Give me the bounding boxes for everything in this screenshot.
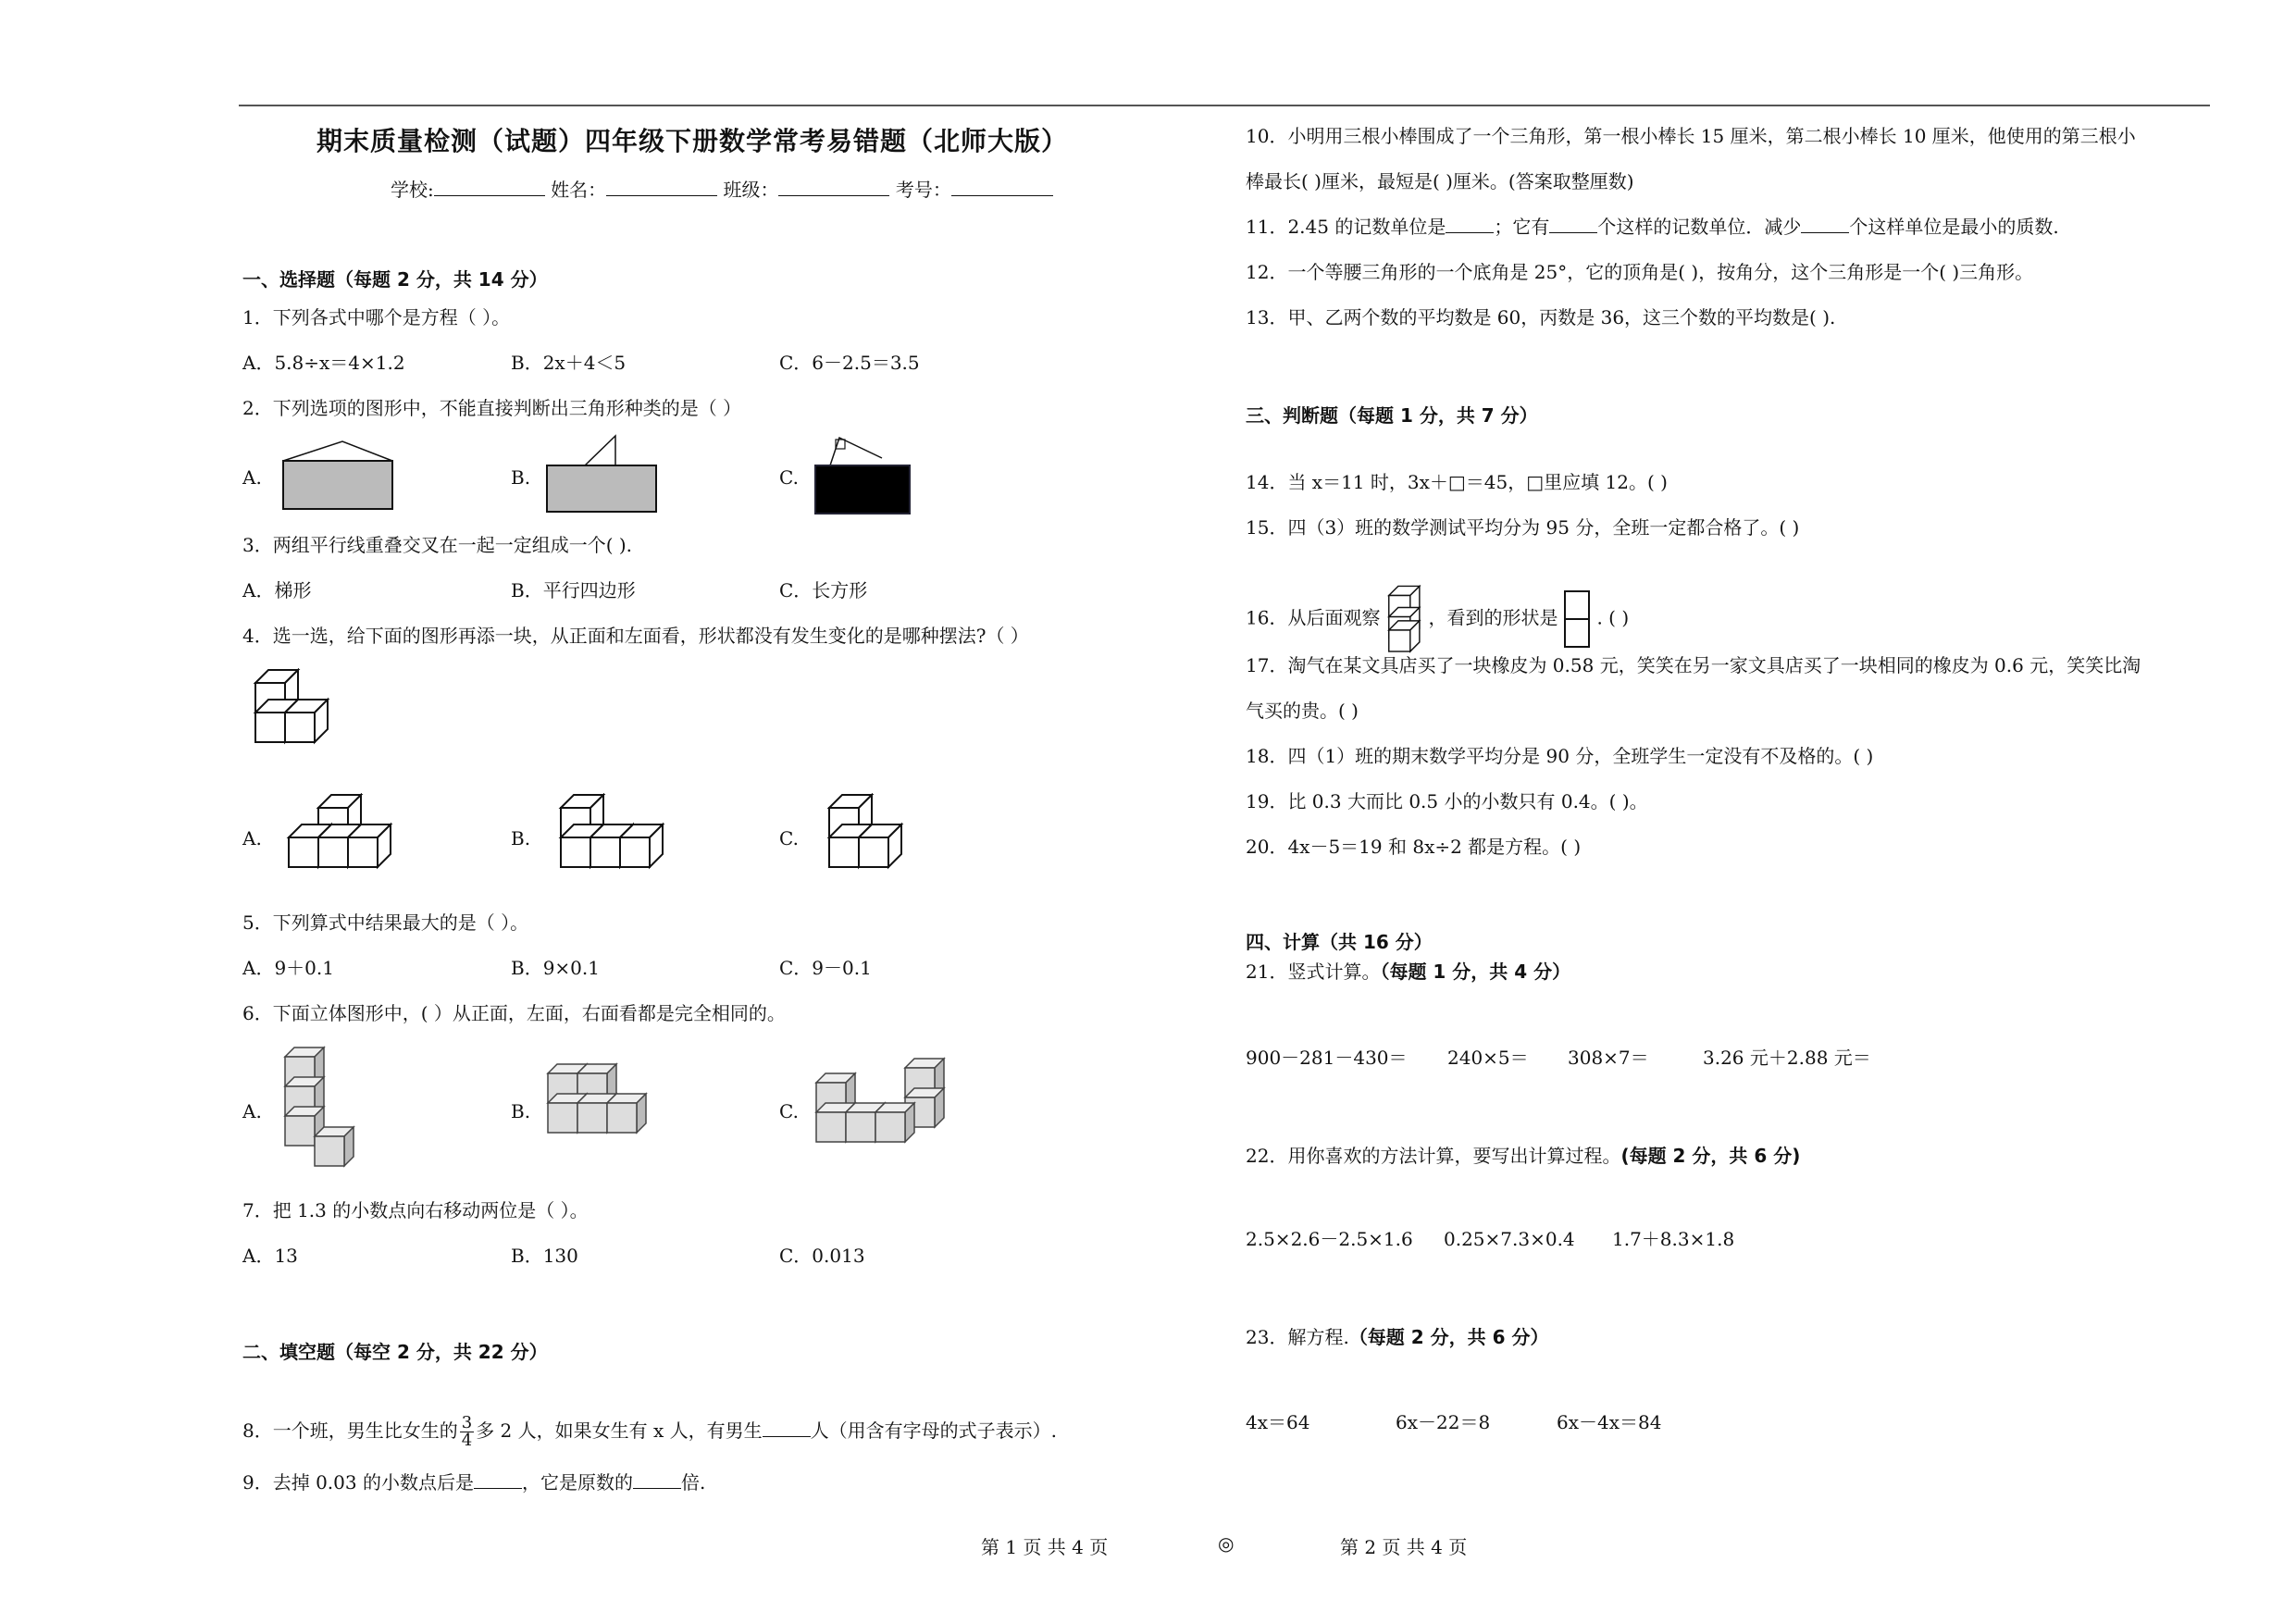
q6-figure-a: [276, 1044, 368, 1173]
q22-expr-3: 1.7＋8.3×1.8: [1612, 1228, 1735, 1250]
q16-view-figure: [1563, 589, 1591, 649]
q19: 19．比 0.3 大而比 0.5 小的小数只有 0.4。( )。: [1246, 790, 1648, 812]
q4-figure-b: [550, 793, 679, 886]
q16-solid-figure: [1384, 585, 1424, 653]
q2-figure-c: [812, 432, 913, 515]
q6-stem: 6．下面立体图形中，( ）从正面，左面，右面看都是完全相同的。: [242, 1002, 786, 1024]
q22-stem: 22．用你喜欢的方法计算，要写出计算过程。(每题 2 分，共 6 分): [1246, 1145, 1801, 1167]
q21-stem: 21．竖式计算。（每题 1 分，共 4 分）: [1246, 961, 1571, 983]
q3-option-b[interactable]: B．平行四边形: [511, 579, 636, 601]
q21-expr-3: 308×7＝: [1568, 1047, 1649, 1069]
q10-line-1: 10．小明用三根小棒围成了一个三角形，第一根小棒长 15 厘米，第二根小棒长 10 厘米，他使用的第三根小: [1246, 125, 2136, 147]
class-blank[interactable]: [778, 179, 889, 196]
q17-line-2: 气买的贵。( ): [1246, 700, 1359, 722]
q23-stem: 23．解方程.（每题 2 分，共 6 分）: [1246, 1326, 1549, 1348]
q12: 12．一个等腰三角形的一个底角是 25°，它的顶角是( )，按角分，这个三角形是一个( )三角形。: [1246, 261, 2034, 283]
school-blank[interactable]: [434, 179, 545, 196]
section-3-heading: 三、判断题（每题 1 分，共 7 分）: [1246, 404, 1538, 427]
q6-option-a[interactable]: A.: [242, 1100, 262, 1122]
q5-option-b[interactable]: B．9×0.1: [511, 957, 600, 979]
q8: 8．一个班，男生比女生的 $\frac{3}{4}$ 多 2 人，如果女生有 x 人，有男生 人（用含有字母的式子表示）.: [242, 1413, 1057, 1450]
q2-figure-b: [543, 432, 664, 515]
q7-option-b[interactable]: B．130: [511, 1245, 578, 1267]
q6-figure-b: [544, 1060, 674, 1162]
footer-page-left: 第 1 页 共 4 页: [981, 1536, 1109, 1558]
q3-stem: 3．两组平行线重叠交叉在一起一定组成一个( ).: [242, 534, 633, 556]
q8-blank[interactable]: [763, 1419, 811, 1437]
q9-blank-2[interactable]: [633, 1471, 681, 1489]
q1-stem: 1．下列各式中哪个是方程（ ）。: [242, 306, 511, 329]
q5-stem: 5．下列算式中结果最大的是（ ）。: [242, 911, 529, 934]
section-4-heading: 四、计算（共 16 分）: [1246, 931, 1433, 953]
q16: 16．从后面观察 ，看到的形状是 . ( ): [1246, 585, 1629, 653]
q23-eq-2: 6x－22＝8: [1396, 1411, 1491, 1433]
q9: 9．去掉 0.03 的小数点后是 ，它是原数的 倍.: [242, 1471, 706, 1494]
page-title: 期末质量检测（试题）四年级下册数学常考易错题（北师大版）: [316, 126, 1069, 156]
q6-figure-c: [811, 1051, 968, 1162]
name-blank[interactable]: [606, 179, 717, 196]
q22-expr-1: 2.5×2.6－2.5×1.6: [1246, 1228, 1413, 1250]
q11-blank-2[interactable]: [1549, 216, 1597, 233]
fraction-three-quarters: $\frac{3}{4}$: [461, 1413, 473, 1450]
q2-option-b[interactable]: B.: [511, 466, 531, 489]
q6-option-c[interactable]: C.: [779, 1100, 799, 1122]
q21-expr-2: 240×5＝: [1447, 1047, 1529, 1069]
q1-option-a[interactable]: A．5.8÷x＝4×1.2: [242, 352, 405, 374]
q4-option-c[interactable]: C.: [779, 827, 799, 849]
q3-option-a[interactable]: A．梯形: [242, 579, 312, 601]
q4-stem: 4．选一选，给下面的图形再添一块，从正面和左面看，形状都没有发生变化的是哪种摆法?（ ）: [242, 625, 1029, 647]
q1-option-c[interactable]: C．6－2.5＝3.5: [779, 352, 920, 374]
q21-expr-1: 900－281－430＝: [1246, 1047, 1408, 1069]
q4-figure-c: [818, 793, 920, 886]
q11: 11．2.45 的记数单位是 ；它有 个这样的记数单位．减少 个这样单位是最小的质数.: [1246, 216, 2059, 238]
q7-option-a[interactable]: A．13: [242, 1245, 298, 1267]
q20: 20．4x－5＝19 和 8x÷2 都是方程。( ): [1246, 836, 1582, 858]
q1-option-b[interactable]: B．2x＋4＜5: [511, 352, 627, 374]
section-2-heading: 二、填空题（每空 2 分，共 22 分）: [242, 1341, 548, 1363]
student-info: 学校: 姓名： 班级： 考号：: [391, 178, 1053, 202]
q10-line-2: 棒最长( )厘米，最短是( )厘米。(答案取整厘数): [1246, 170, 1634, 192]
q7-option-c[interactable]: C．0.013: [779, 1245, 865, 1267]
q11-blank-3[interactable]: [1801, 216, 1849, 233]
q4-option-b[interactable]: B.: [511, 827, 531, 849]
q2-option-c[interactable]: C.: [779, 466, 799, 489]
exam-number-blank[interactable]: [951, 179, 1053, 196]
q6-option-b[interactable]: B.: [511, 1100, 531, 1122]
q23-eq-1: 4x＝64: [1246, 1411, 1310, 1433]
q5-option-c[interactable]: C．9－0.1: [779, 957, 872, 979]
q23-eq-3: 6x－4x＝84: [1557, 1411, 1662, 1433]
q4-option-a[interactable]: A.: [242, 827, 262, 849]
q22-expr-2: 0.25×7.3×0.4: [1444, 1228, 1575, 1250]
q4-base-figure: [246, 668, 339, 770]
q13: 13．甲、乙两个数的平均数是 60，丙数是 36，这三个数的平均数是( ).: [1246, 306, 1836, 329]
top-rule: [239, 105, 2210, 106]
q3-option-c[interactable]: C．长方形: [779, 579, 868, 601]
q18: 18．四（1）班的期末数学平均分是 90 分，全班学生一定没有不及格的。( ): [1246, 745, 1874, 767]
q17-line-1: 17．淘气在某文具店买了一块橡皮为 0.58 元，笑笑在另一家文具店买了一块相同的橡皮为 0.6 元，笑笑比淘: [1246, 654, 2141, 676]
q14: 14．当 x＝11 时，3x＋□＝45，□里应填 12。( ): [1246, 471, 1668, 493]
section-1-heading: 一、选择题（每题 2 分，共 14 分）: [242, 268, 548, 291]
q5-option-a[interactable]: A．9＋0.1: [242, 957, 334, 979]
q21-expr-4: 3.26 元＋2.88 元＝: [1703, 1047, 1871, 1069]
q7-stem: 7．把 1.3 的小数点向右移动两位是（ ）。: [242, 1199, 589, 1221]
q2-option-a[interactable]: A.: [242, 466, 262, 489]
q11-blank-1[interactable]: [1446, 216, 1494, 233]
footer-mark: ◎: [1218, 1532, 1235, 1555]
q9-blank-1[interactable]: [474, 1471, 522, 1489]
q2-stem: 2．下列选项的图形中，不能直接判断出三角形种类的是（ ）: [242, 397, 742, 419]
q2-figure-a: [279, 439, 400, 513]
footer-page-right: 第 2 页 共 4 页: [1340, 1536, 1468, 1558]
q15: 15．四（3）班的数学测试平均分为 95 分，全班一定都合格了。( ): [1246, 516, 1800, 539]
q4-figure-a: [281, 793, 402, 886]
